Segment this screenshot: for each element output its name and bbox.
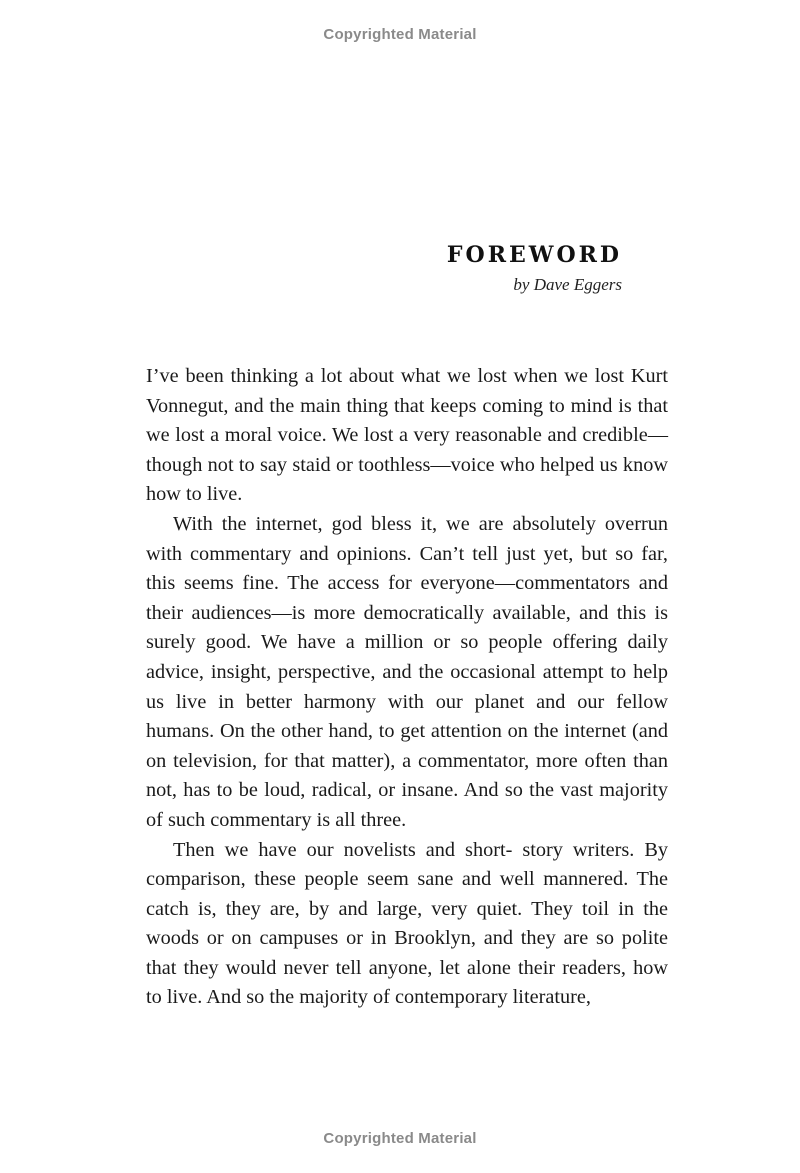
chapter-heading xyxy=(447,240,622,296)
copyright-watermark-top: Copyrighted Material xyxy=(323,26,477,43)
chapter-byline: by Dave Eggers xyxy=(513,275,622,294)
chapter-title: FOREWORD xyxy=(446,242,622,268)
paragraph-1: I’ve been thinking a lot about what we lost when we lost Kurt Vonnegut, and the main thing that keeps coming to mind is that we lost a moral voice. We lost a very reasonable and credible—though not to say staid or toothless—voice who helped us know how to live. xyxy=(146,365,668,506)
copyright-watermark-bottom: Copyrighted Material xyxy=(323,1130,477,1147)
body-text xyxy=(146,362,668,1013)
paragraph-3: Then we have our novelists and short- story writers. By comparison, these people seem sane and well mannered. The catch is, they are, by and large, very quiet. They toil in the woods or on campuses or in Brooklyn, and they are so polite that they would never tell anyone, let alone their readers, how to live. And so the majority of contemporary literature, xyxy=(146,838,668,1009)
paragraph-2: With the internet, god bless it, we are absolutely overrun with commentary and opinions. Can’t tell just yet, but so far, this seems fine. The access for everyone—commentators and their audiences—is more democratically available, and this is surely good. We have a million or so people offering daily advice, insight, perspective, and the occasional attempt to help us live in better harmony with our planet and our fellow humans. On the other hand, to get attention on the internet (and on television, for that matter), a commentator, more often than not, has to be loud, radical, or insane. And so the vast majority of such commentary is all three. xyxy=(146,512,668,831)
